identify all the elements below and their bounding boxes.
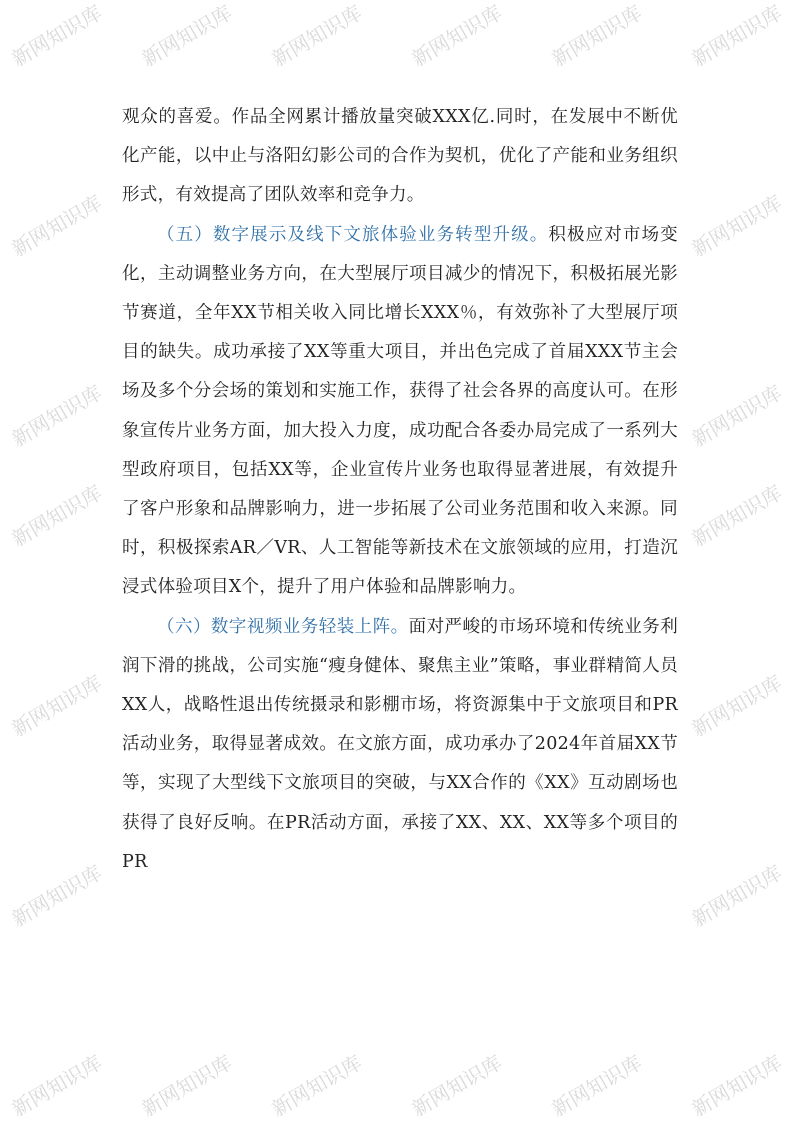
section-heading: （五）数字展示及线下文旅体验业务转型升级。 [157, 224, 549, 245]
watermark: 新网知识库 [687, 1050, 787, 1122]
watermark: 新网知识库 [687, 190, 787, 262]
section-heading: （六）数字视频业务轻装上阵。 [157, 616, 409, 637]
watermark: 新网知识库 [7, 190, 107, 262]
paragraph-text: 面对严峻的市场环境和传统业务利润下滑的挑战，公司实施“瘦身健体、聚焦主业”策略，事业群精简人员XX人，战略性退出传统摄录和影棚市场，将资源集中于文旅项目和PR活动业务，取得显著成效。在文旅方面，成功承办了2024年首届XX节等，实现了大型线下文旅项目的突破，与XX合作的《XX》互动剧场也获得了良好反响。在PR活动方面，承接了XX、XX、XX等多个项目的PR [122, 616, 679, 872]
watermark: 新网知识库 [7, 1050, 107, 1122]
watermark: 新网知识库 [687, 670, 787, 742]
watermark: 新网知识库 [687, 860, 787, 932]
watermark: 新网知识库 [687, 0, 787, 72]
paragraph-text: 观众的喜爱。作品全网累计播放量突破XXX亿.同时，在发展中不断优化产能，以中止与洛阳幻影公司的合作为契机，优化了产能和业务组织形式，有效提高了团队效率和竞争力。 [122, 107, 678, 206]
watermark: 新网知识库 [137, 1050, 237, 1122]
watermark: 新网知识库 [7, 380, 107, 452]
watermark: 新网知识库 [547, 1050, 647, 1122]
watermark: 新网知识库 [547, 0, 647, 72]
paragraph-text: 积极应对市场变化，主动调整业务方向，在大型展厅项目减少的情况下，积极拓展光影节赛道，全年XX节相关收入同比增长XXX％，有效弥补了大型展厅项目的缺失。成功承接了XX等重大项目，并出色完成了首届XXX节主会场及多个分会场的策划和实施工作，获得了社会各界的高度认可。在形象宣传片业务方面，加大投入力度，成功配合各委办局完成了一系列大型政府项目，包括XX等，企业宣传片业务也取得显著进展，有效提升了客户形象和品牌影响力，进一步拓展了公司业务范围和收入来源。同时，积极探索AR／VR、人工智能等新技术在文旅领域的应用，打造沉浸式体验项目X个，提升了用户体验和品牌影响力。 [122, 224, 678, 598]
watermark: 新网知识库 [407, 1050, 507, 1122]
document-body [122, 98, 678, 882]
watermark: 新网知识库 [137, 0, 237, 72]
watermark: 新网知识库 [267, 0, 367, 72]
watermark: 新网知识库 [687, 380, 787, 452]
watermark: 新网知识库 [7, 860, 107, 932]
watermark: 新网知识库 [267, 1050, 367, 1122]
watermark: 新网知识库 [7, 480, 107, 552]
watermark: 新网知识库 [687, 480, 787, 552]
paragraph-section-5 [122, 216, 678, 608]
watermark: 新网知识库 [7, 670, 107, 742]
watermark: 新网知识库 [407, 0, 507, 72]
watermark: 新网知识库 [7, 0, 107, 72]
paragraph-section-6 [122, 608, 678, 882]
paragraph-continued [122, 98, 678, 216]
